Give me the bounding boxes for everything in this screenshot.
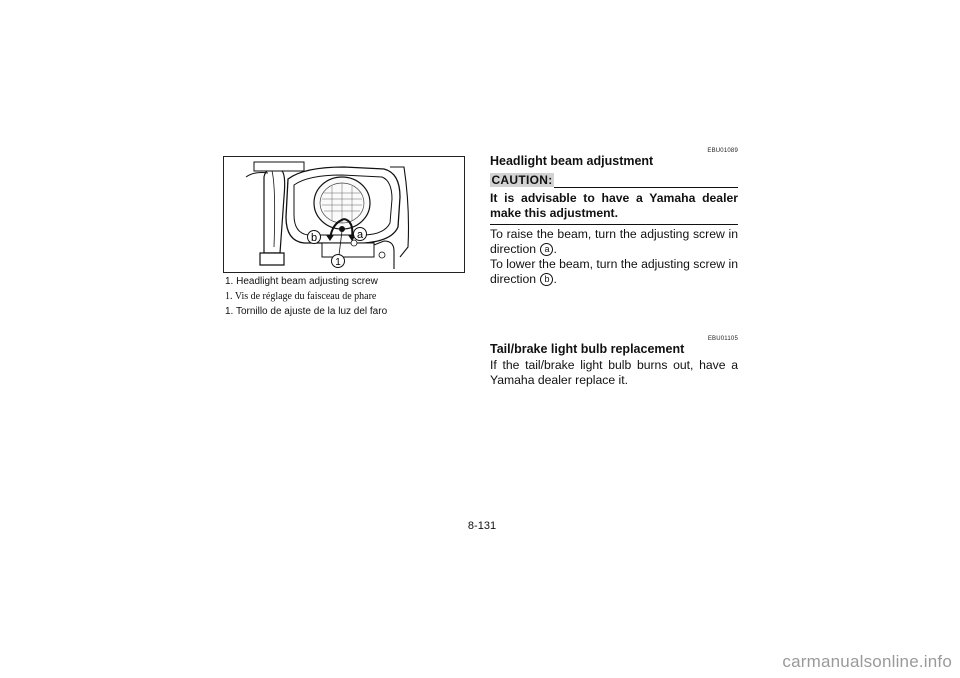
page-number: 8-131 [467,520,497,532]
headlight-illustration [223,156,465,273]
paragraph-lower-beam [490,257,738,287]
paragraph-lower-end: . [553,272,557,286]
paragraph-raise-end: . [553,242,557,256]
figure-caption-spanish: 1. Tornillo de ajuste de la luz del faro [225,306,388,317]
paragraph-raise-text: To raise the beam, turn the adjusting screw in direction [490,227,738,256]
svg-text:1: 1 [335,257,341,268]
caution-top-rule [554,187,738,188]
callout-1 [332,255,345,269]
section-code: EBU01105 [707,336,738,342]
paragraph-tail-light: If the tail/brake light bulb burns out, have a Yamaha dealer replace it. [490,358,738,387]
paragraph-raise-beam [490,227,738,257]
callout-a [354,228,367,242]
headlight-drawing [224,157,464,272]
caution-label: CAUTION: [491,173,553,187]
section-code: EBU01089 [707,148,738,154]
caution-bottom-rule [490,224,738,225]
section-title: Tail/brake light bulb replacement [490,342,685,356]
direction-a-marker: a [540,243,553,256]
figure-caption-french: 1. Vis de réglage du faisceau de phare [225,291,377,302]
figure-caption-english: 1. Headlight beam adjusting screw [225,276,378,287]
watermark: carmanualsonline.info [782,652,952,671]
caution-text: It is advisable to have a Yamaha dealer make this adjustment. [490,191,738,220]
svg-text:b: b [310,232,318,244]
paragraph-lower-text: To lower the beam, turn the adjusting screw in direction [490,257,738,286]
callout-b [308,231,321,245]
svg-text:a: a [356,229,364,241]
section-title: Headlight beam adjustment [490,154,654,168]
direction-b-marker: b [540,273,553,286]
